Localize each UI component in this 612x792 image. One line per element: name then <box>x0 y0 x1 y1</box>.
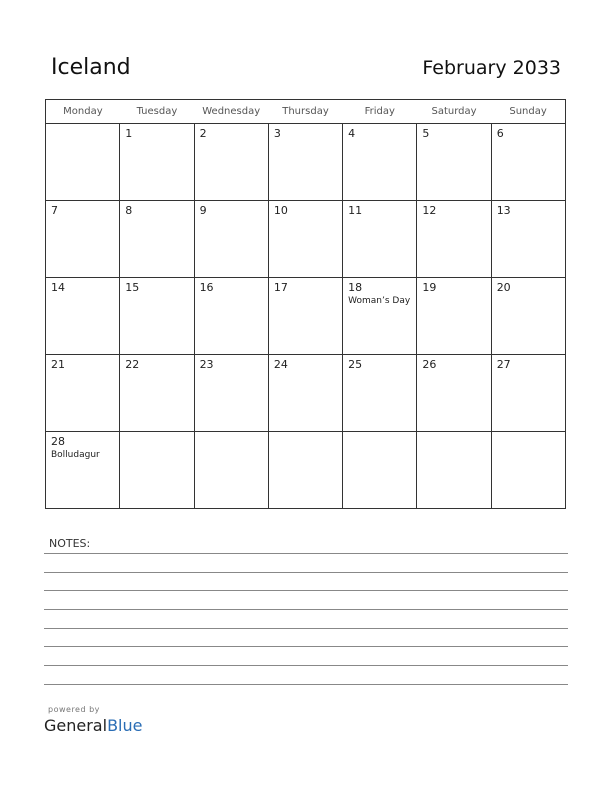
day-number: 25 <box>348 358 363 371</box>
day-number: 5 <box>422 127 430 140</box>
powered-by-text: powered by <box>48 705 100 714</box>
weekday-header: Monday <box>46 100 120 124</box>
day-number: 28 <box>51 435 65 448</box>
brand-blue: Blue <box>107 716 143 735</box>
calendar-day-cell <box>268 278 342 355</box>
note-line <box>44 609 568 610</box>
day-number: 16 <box>199 281 214 294</box>
calendar-day-cell <box>194 355 268 432</box>
day-number: 19 <box>422 281 437 294</box>
day-number: 7 <box>51 204 58 217</box>
calendar-day-cell <box>491 432 565 509</box>
calendar-day-cell <box>343 278 417 355</box>
calendar-day-cell <box>268 432 342 509</box>
note-line <box>44 665 568 666</box>
calendar-day-cell <box>268 201 342 278</box>
generalblue-logo <box>44 716 142 735</box>
calendar-day-cell <box>268 355 342 432</box>
calendar-week-row <box>46 432 566 509</box>
day-number: 26 <box>422 358 437 371</box>
month-year-title: February 2033 <box>422 57 561 79</box>
calendar-day-cell <box>46 432 120 509</box>
calendar-day-cell <box>491 124 565 201</box>
day-number: 11 <box>348 204 363 217</box>
day-number: 4 <box>348 127 356 140</box>
calendar-day-cell <box>194 124 268 201</box>
day-number: 18 <box>348 281 363 294</box>
holiday-label: Woman’s Day <box>348 296 411 306</box>
calendar-day-cell <box>120 124 194 201</box>
day-number: 23 <box>199 358 214 371</box>
calendar-week-row <box>46 201 566 278</box>
calendar-day-cell <box>491 355 565 432</box>
calendar-day-cell <box>120 432 194 509</box>
weekday-header: Saturday <box>417 100 491 124</box>
calendar-day-cell <box>417 124 491 201</box>
notes-label: NOTES: <box>49 537 91 550</box>
weekday-header: Wednesday <box>194 100 268 124</box>
day-number: 13 <box>496 204 511 217</box>
calendar-day-cell <box>194 278 268 355</box>
note-line <box>44 572 568 573</box>
calendar-week-row <box>46 124 566 201</box>
day-number: 27 <box>496 358 511 371</box>
calendar-day-cell <box>46 201 120 278</box>
day-number: 20 <box>496 281 511 294</box>
calendar-day-cell <box>343 124 417 201</box>
calendar-day-cell <box>120 355 194 432</box>
day-number: 8 <box>125 204 133 217</box>
note-line <box>44 553 568 554</box>
day-number: 9 <box>199 204 207 217</box>
holiday-label: Bolludagur <box>51 450 100 460</box>
calendar-day-cell <box>120 278 194 355</box>
day-number: 21 <box>51 358 65 371</box>
note-line <box>44 590 568 591</box>
country-title: Iceland <box>51 55 131 80</box>
calendar-day-cell <box>343 355 417 432</box>
weekday-header: Sunday <box>491 100 565 124</box>
brand-general: General <box>44 716 108 735</box>
note-line <box>44 684 568 685</box>
weekday-header-row <box>46 100 566 124</box>
day-number: 12 <box>422 204 437 217</box>
weekday-header: Friday <box>343 100 417 124</box>
calendar-day-cell <box>46 355 120 432</box>
day-number: 2 <box>199 127 207 140</box>
calendar-day-cell <box>120 201 194 278</box>
weekday-header: Thursday <box>268 100 342 124</box>
day-number: 3 <box>273 127 281 140</box>
calendar-day-cell <box>417 432 491 509</box>
note-line <box>44 628 568 629</box>
day-number: 17 <box>273 281 288 294</box>
calendar-day-cell <box>268 124 342 201</box>
calendar-week-row <box>46 355 566 432</box>
day-number: 15 <box>125 281 140 294</box>
day-number: 24 <box>273 358 288 371</box>
calendar-day-cell <box>194 432 268 509</box>
calendar-day-cell <box>491 278 565 355</box>
day-number: 6 <box>496 127 504 140</box>
calendar-day-cell <box>417 201 491 278</box>
day-number: 1 <box>125 127 133 140</box>
calendar-week-row <box>46 278 566 355</box>
calendar-day-cell <box>343 432 417 509</box>
calendar-day-cell <box>491 201 565 278</box>
calendar-day-cell <box>46 278 120 355</box>
calendar-day-cell <box>343 201 417 278</box>
day-number: 22 <box>125 358 140 371</box>
day-number: 14 <box>51 281 65 294</box>
calendar-day-cell <box>194 201 268 278</box>
day-number: 10 <box>273 204 288 217</box>
calendar-day-cell <box>46 124 120 201</box>
calendar-grid <box>45 99 566 509</box>
note-line <box>44 646 568 647</box>
calendar-day-cell <box>417 278 491 355</box>
calendar-day-cell <box>417 355 491 432</box>
weekday-header: Tuesday <box>120 100 194 124</box>
